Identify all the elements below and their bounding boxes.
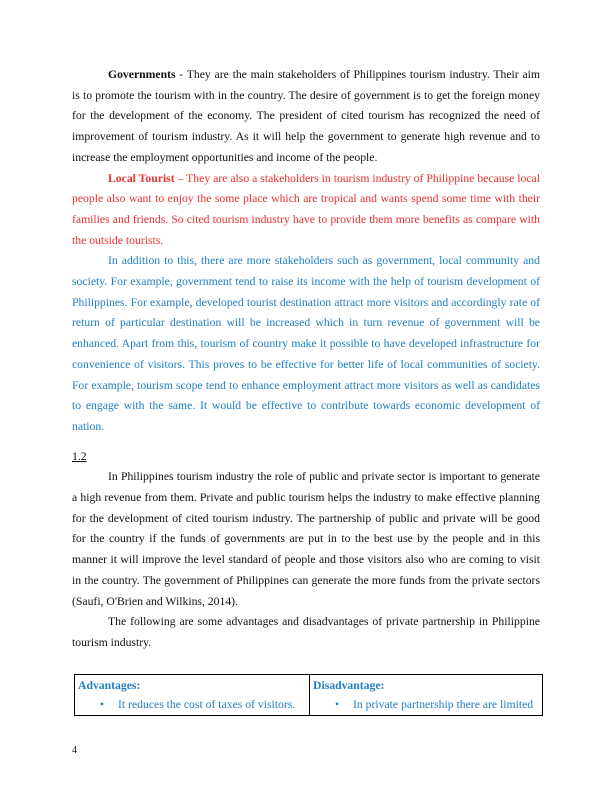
body-text	[72, 65, 540, 654]
page-number: 4	[72, 745, 77, 756]
disadvantage-cell	[310, 675, 543, 716]
advantages-intro-paragraph: The following are some advantages and disadvantages of private partnership in Philippine tourism industry.	[72, 615, 540, 649]
public-private-paragraph: In Philippines tourism industry the role of public and private sector is important to generate a high revenue from them. Private and public tourism helps the industry to make effective planning for the development of cited tourism industry. The partnership of public and private will be good for the country if the funds of governments are put in to the best use by the people and in this manner it will improve the level standard of people and those visitors also who are coming to visit in the country. The government of Philippines can generate the more funds from the private sectors (Saufi, O'Brien and Wilkins, 2014).	[72, 470, 540, 608]
governments-heading: Governments	[108, 68, 176, 81]
section-number: 1.2	[72, 449, 87, 463]
advantages-cell	[75, 675, 310, 716]
governments-paragraph: Governments - They are the main stakeholders of Philippines tourism industry. Their aim is to promote the tourism with in the country. The desire of government is to get the foreign money for the development of the economy. The president of cited tourism has recognized the need of improvement of tourism industry. As it will help the government to generate high revenue and to increase the employment opportunities and income of the people.	[72, 68, 540, 164]
advantages-table	[74, 674, 543, 716]
stakeholders-paragraph: In addition to this, there are more stakeholders such as government, local community and society. For example, government tend to raise its income with the help of tourism development of Philippines. For example, developed tourist destination attract more visitors and accordingly rate of return of particular destination will be increased which in turn revenue of government will be enhanced. Apart from this, tourism of country make it possible to have developed infrastructure for convenience of visitors. This proves to be effective for better life of local communities of society. For example, tourism scope tend to enhance employment attract more visitors as well as candidates to engage with the same. It would be effective to contribute towards economic development of nation.	[72, 254, 540, 433]
disadvantage-header: Disadvantage:	[313, 679, 385, 692]
local-tourist-heading: Local Tourist	[108, 171, 175, 185]
advantages-header: Advantages:	[78, 679, 141, 692]
list-item: • It reduces the cost of taxes of visitors.	[78, 695, 306, 715]
table-row	[75, 675, 543, 716]
local-tourist-paragraph: Local Tourist – They are also a stakeholders in tourism industry of Philippine because local people also want to enjoy the some place which are tropical and wants spend some time with their families and friends. So cited tourism industry have to provide them more benefits as compare with the outside tourists.	[72, 171, 540, 247]
list-item: • In private partnership there are limited	[313, 695, 539, 715]
